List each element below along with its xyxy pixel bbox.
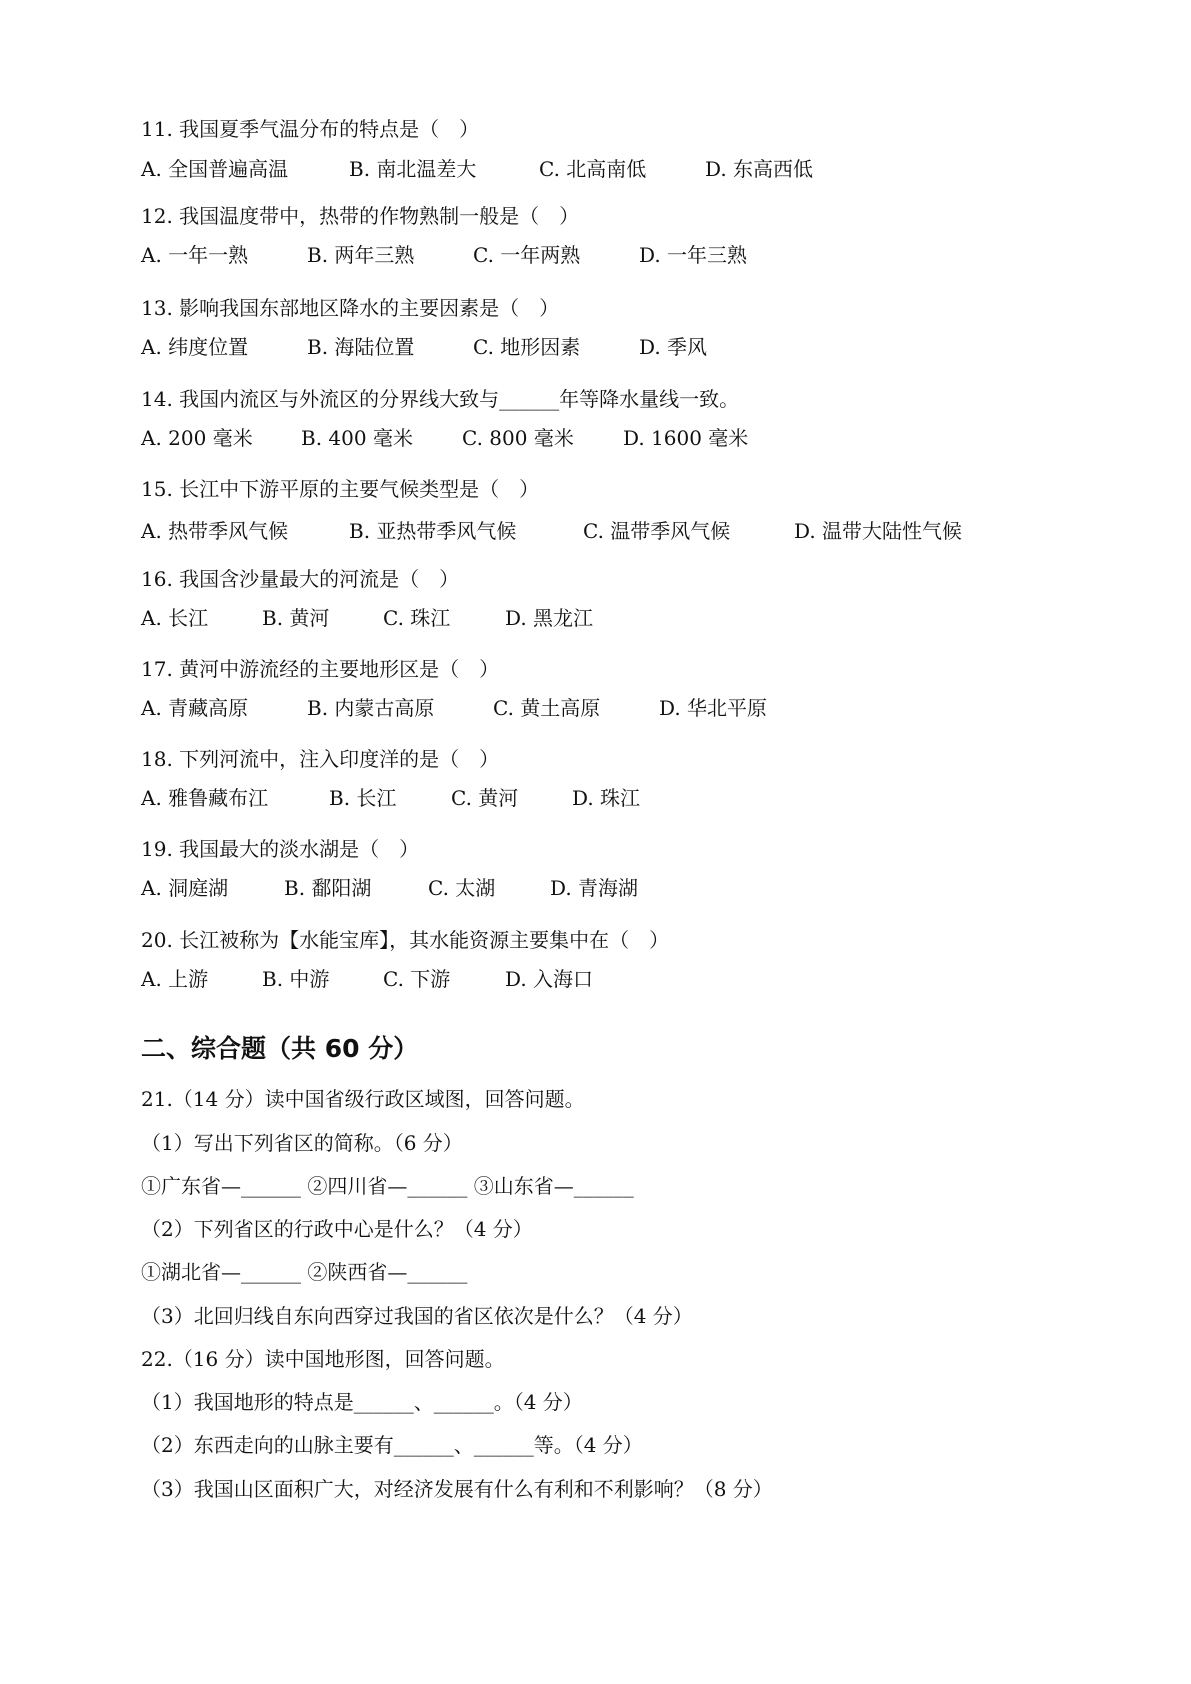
q17-option-b: B. 内蒙古高原: [307, 696, 435, 720]
q19-option-d: D. 青海湖: [550, 876, 639, 900]
q14-option-c: C. 800 毫米: [462, 426, 574, 450]
q15-option-c: C. 温带季风气候: [583, 519, 731, 543]
q20-option-d: D. 入海口: [505, 967, 594, 991]
q12-option-b: B. 两年三熟: [307, 243, 415, 267]
section-heading: 二、综合题（共 60 分）: [141, 1034, 419, 1063]
q21-part-2-blanks: ①湖北省—______ ②陕西省—______: [141, 1260, 468, 1284]
q13-option-c: C. 地形因素: [473, 335, 581, 359]
question-12: 12. 我国温度带中，热带的作物熟制一般是（ ）: [141, 204, 580, 228]
q16-option-a: A. 长江: [141, 606, 209, 630]
q22-part-2: （2）东西走向的山脉主要有______、______等。（4 分）: [141, 1433, 643, 1457]
q22-part-3: （3）我国山区面积广大，对经济发展有什么有利和不利影响？（8 分）: [141, 1477, 773, 1501]
question-11: 11. 我国夏季气温分布的特点是（ ）: [141, 117, 480, 141]
question-14: 14. 我国内流区与外流区的分界线大致与______年等降水量线一致。: [141, 387, 740, 411]
question-20: 20. 长江被称为【水能宝库】，其水能资源主要集中在（ ）: [141, 928, 670, 952]
q17-option-d: D. 华北平原: [659, 696, 768, 720]
q14-option-d: D. 1600 毫米: [623, 426, 749, 450]
question-13: 13. 影响我国东部地区降水的主要因素是（ ）: [141, 296, 560, 320]
q15-option-b: B. 亚热带季风气候: [349, 519, 517, 543]
question-22: 22.（16 分）读中国地形图，回答问题。: [141, 1347, 505, 1371]
q18-option-b: B. 长江: [329, 786, 397, 810]
q12-option-d: D. 一年三熟: [639, 243, 748, 267]
q12-option-c: C. 一年两熟: [473, 243, 581, 267]
q15-option-a: A. 热带季风气候: [141, 519, 289, 543]
question-18: 18. 下列河流中，注入印度洋的是（ ）: [141, 747, 500, 771]
q13-option-d: D. 季风: [639, 335, 708, 359]
q14-option-b: B. 400 毫米: [301, 426, 413, 450]
q13-option-a: A. 纬度位置: [141, 335, 249, 359]
q21-part-2: （2）下列省区的行政中心是什么？（4 分）: [141, 1217, 533, 1241]
q11-option-c: C. 北高南低: [539, 157, 647, 181]
q19-option-a: A. 洞庭湖: [141, 876, 229, 900]
q20-option-a: A. 上游: [141, 967, 209, 991]
q18-option-a: A. 雅鲁藏布江: [141, 786, 269, 810]
q18-option-d: D. 珠江: [572, 786, 641, 810]
q12-option-a: A. 一年一熟: [141, 243, 249, 267]
q19-option-b: B. 鄱阳湖: [284, 876, 372, 900]
question-21: 21.（14 分）读中国省级行政区域图，回答问题。: [141, 1087, 585, 1111]
q21-part-1: （1）写出下列省区的简称。（6 分）: [141, 1131, 463, 1155]
q11-option-d: D. 东高西低: [705, 157, 814, 181]
q21-part-1-blanks: ①广东省—______ ②四川省—______ ③山东省—______: [141, 1174, 634, 1198]
q15-option-d: D. 温带大陆性气候: [794, 519, 963, 543]
q13-option-b: B. 海陆位置: [307, 335, 415, 359]
q21-part-3: （3）北回归线自东向西穿过我国的省区依次是什么？（4 分）: [141, 1304, 693, 1328]
q17-option-a: A. 青藏高原: [141, 696, 249, 720]
q22-part-1: （1）我国地形的特点是______、______。（4 分）: [141, 1390, 583, 1414]
q14-option-a: A. 200 毫米: [141, 426, 253, 450]
q16-option-b: B. 黄河: [262, 606, 330, 630]
q18-option-c: C. 黄河: [451, 786, 519, 810]
question-15: 15. 长江中下游平原的主要气候类型是（ ）: [141, 477, 540, 501]
q20-option-c: C. 下游: [383, 967, 451, 991]
q20-option-b: B. 中游: [262, 967, 330, 991]
question-17: 17. 黄河中游流经的主要地形区是（ ）: [141, 657, 500, 681]
q11-option-b: B. 南北温差大: [349, 157, 477, 181]
question-16: 16. 我国含沙量最大的河流是（ ）: [141, 567, 460, 591]
q16-option-d: D. 黑龙江: [505, 606, 594, 630]
q16-option-c: C. 珠江: [383, 606, 451, 630]
q11-option-a: A. 全国普遍高温: [141, 157, 289, 181]
q19-option-c: C. 太湖: [428, 876, 496, 900]
question-19: 19. 我国最大的淡水湖是（ ）: [141, 837, 420, 861]
q17-option-c: C. 黄土高原: [493, 696, 601, 720]
